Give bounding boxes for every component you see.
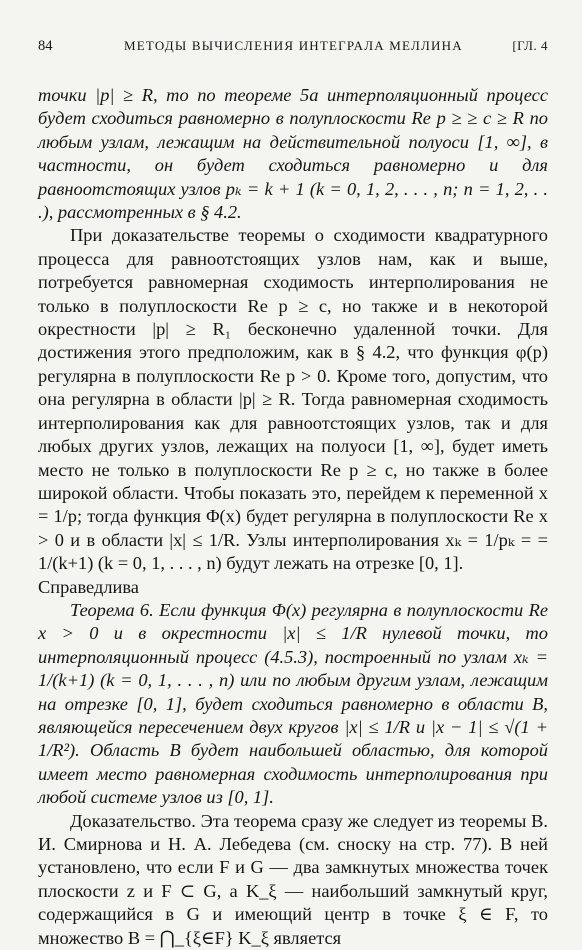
proof: Доказательство. Эта теорема сразу же следует из теоремы В. И. Смирнова и Н. А. Лебедева (см. сноску на стр. 77). В ней установлено, что если F и G — два замкнутых множества точек плоскости z и F ⊂ G, a K_ξ — наибольший замкнутый круг, содержащийся в G и имеющий центр в точке ξ ∈ F, то множество B = ⋂_{ξ∈F} K_ξ является bbox=[38, 810, 548, 948]
paragraph-convergence: При доказательстве теоремы о сходимости квадратурного процесса для равноотстоящих узлов нам, как и выше, потребуется равномерная сходимость интерполирования не только в полуплоскости Re p ≥ c, но также и в некоторой окрестности |p| ≥ R₁ бесконечно удаленной точки. Для достижения этого предположим, как в § 4.2, что функция φ(p) регулярна в полуплоскости Re p > 0. Кроме того, допустим, что она регулярна в области |p| ≥ R. Тогда равномерная сходимость интерполирования как для равноотстоящих узлов, так и для любых других узлов, лежащих на полуоси [1, ∞], будет иметь место не только в полуплоскости Re p ≥ c, но также в более широкой области. Чтобы показать это, перейдем к переменной x = 1/p; тогда функция Φ(x) будет регулярна в полуплоскости Re x > 0 и в области |x| ≤ 1/R. Узлы интерполирования xₖ = 1/pₖ = = 1/(k+1) (k = 0, 1, . . . , n) будут лежать на отрезке [0, 1]. bbox=[38, 225, 548, 574]
paragraph-lead-in: Справедлива bbox=[38, 576, 139, 597]
theorem-6: Теорема 6. Если функция Φ(x) регулярна в полуплоскости Re x > 0 и в окрестности |x| ≤ 1/R нулевой точки, то интерполяционный процесс (4.5.3), построенный по узлам xₖ = 1/(k+1) (k = 0, 1, . . . , n) или по любым другим узлам, лежащим на отрезке [0, 1], будет сходиться равномерно в области B, являющейся пересечением двух кругов |x| ≤ 1/R и |x − 1| ≤ √(1 + 1/R²). Область B будет наибольшей областью, для которой имеет место равномерная сходимость интерполирования при любой системе узлов из [0, 1]. bbox=[38, 599, 548, 808]
chapter-label: [ГЛ. 4 bbox=[512, 38, 548, 53]
running-title: МЕТОДЫ ВЫЧИСЛЕНИЯ ИНТЕГРАЛА МЕЛЛИНА bbox=[124, 38, 463, 53]
page-number: 84 bbox=[38, 38, 53, 54]
paragraph-continuation: точки |p| ≥ R, то по теореме 5а интерполяционный процесс будет сходиться равномерно в полуплоскости Re p ≥ ≥ c ≥ R по любым узлам, лежащим на действительной полуоси [1, ∞], в частности, он будет сходиться равномерно и для равноотстоящих узлов pₖ = k + 1 (k = 0, 1, 2, . . . , n; n = 1, 2, . . .), рассмотренных в § 4.2. bbox=[38, 85, 548, 223]
running-header bbox=[38, 38, 548, 60]
page-body bbox=[38, 84, 548, 950]
